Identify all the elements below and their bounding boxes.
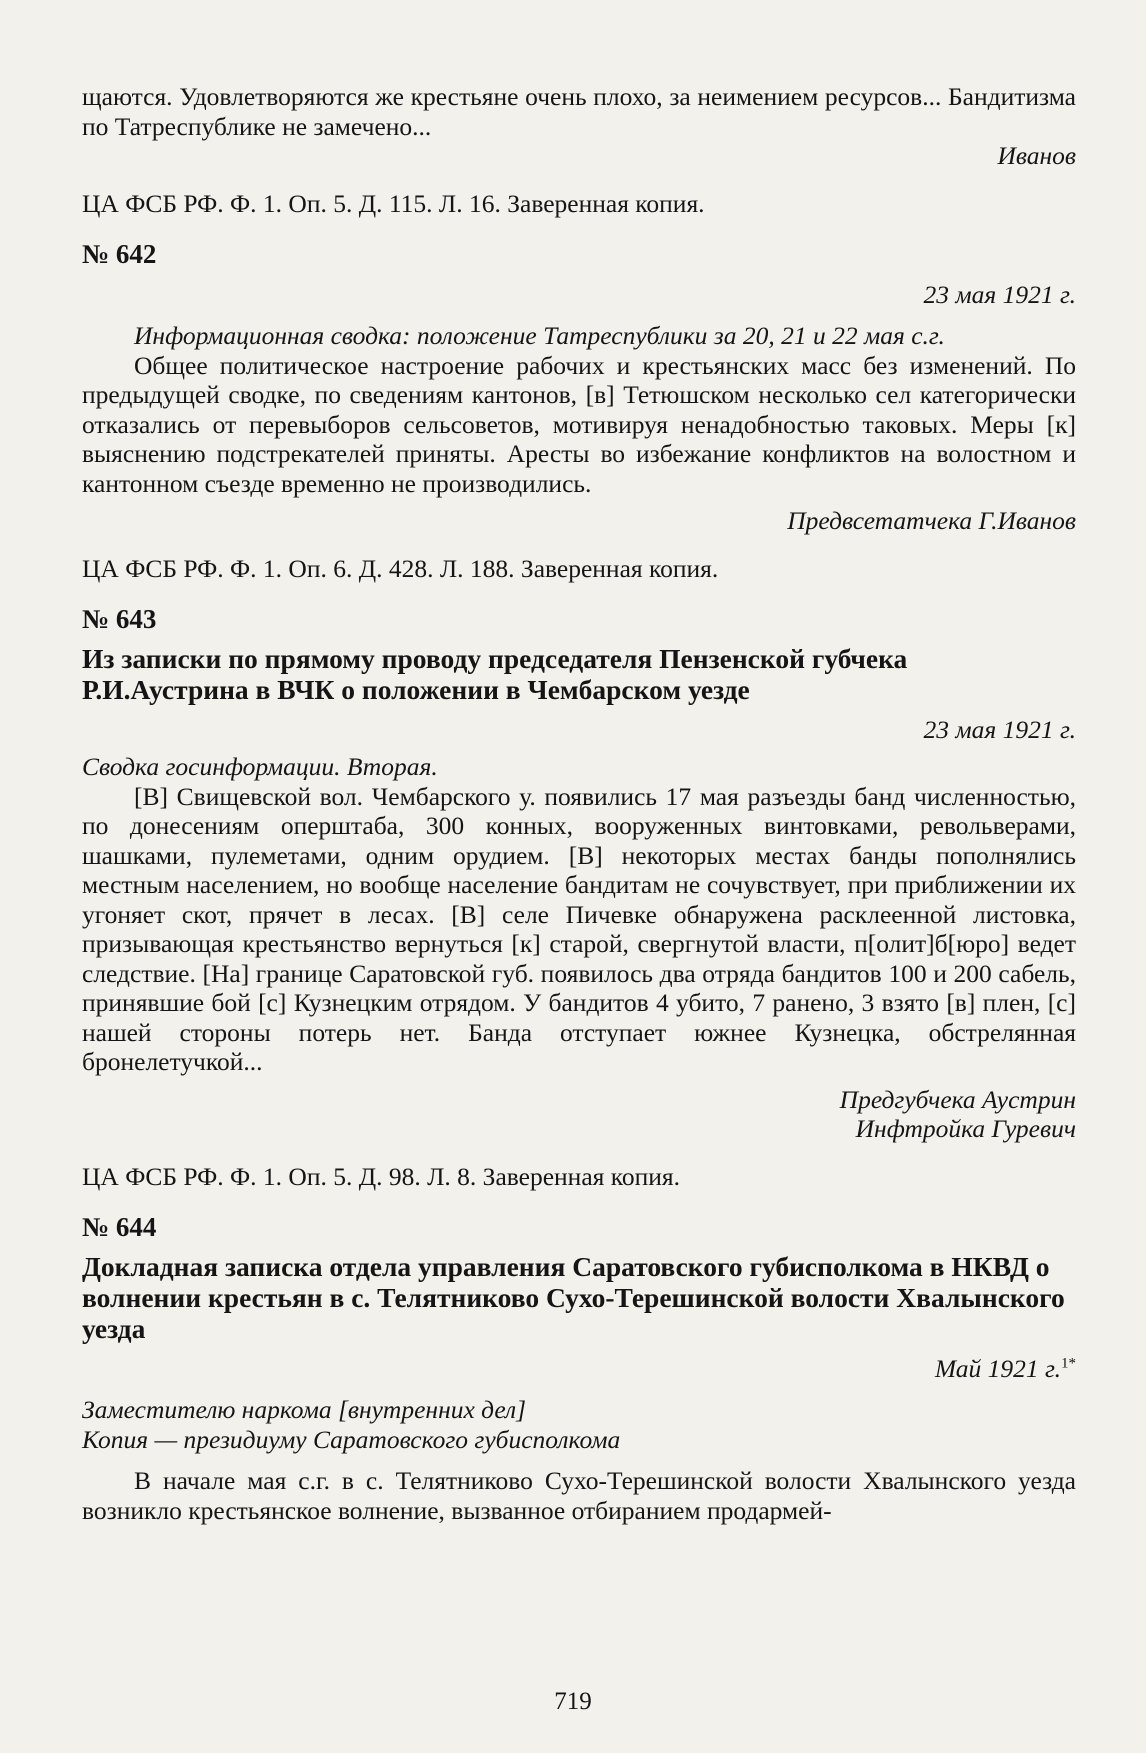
doc-644-number: № 644 — [82, 1212, 157, 1242]
doc-644-addressee-1: Заместителю наркома [внутренних дел] — [82, 1395, 527, 1424]
doc-642-source: ЦА ФСБ РФ. Ф. 1. Оп. 6. Д. 428. Л. 188. Заверенная копия. — [82, 553, 719, 583]
doc-643-signature-2: Инфтройка Гуревич — [855, 1114, 1076, 1143]
page-number: 719 — [554, 1688, 592, 1715]
doc-643-signature-1: Предгубчека Аустрин — [839, 1084, 1076, 1114]
doc-642-date: 23 мая 1921 г. — [923, 279, 1076, 309]
prev-doc-text: щаются. Удовлетворяются же крестьяне очень плохо, за неимением ресурсов... Бандитизма по Татреспублике не замечено... — [82, 82, 1076, 141]
doc-643-date: 23 мая 1921 г. — [923, 714, 1076, 744]
doc-642-signature: Предвсетатчека Г.Иванов — [787, 506, 1076, 535]
doc-643-body: [В] Свищевской вол. Чембарского у. появились 17 мая разъезды банд численностью, по донесениям оперштаба, 300 конных, вооруженных винтовками, револьверами, шашками, пулеметами, одним орудием. [В] некоторых местах банды пополнялись местным населением, но вообще население бандитам не сочувствует, при приближении их угоняет скот, прячет в лесах. [В] селе Пичевке обнаружена расклеенной листовка, призывающая крестьянство вернуться [к] старой, свергнутой власти, п[олит]б[юро] ведет следствие. [На] границе Саратовской губ. появилось два отряда бандитов 100 и 200 сабель, принявшие бой [с] Кузнецким отрядом. У бандитов 4 убито, 7 ранено, 3 взято [в] плен, [с] нашей стороны потерь нет. Банда отступает южнее Кузнецка, обстрелянная бронелетучкой... — [82, 781, 1076, 1076]
doc-644-date-line — [82, 1354, 1076, 1384]
prev-doc-source: ЦА ФСБ РФ. Ф. 1. Оп. 5. Д. 115. Л. 16. Заверенная копия. — [82, 188, 705, 218]
doc-642-body: Общее политическое настроение рабочих и крестьянских масс без изменений. По предыдущей сводке, по сведениям кантонов, [в] Тетюшском несколько сел категорически отказались от перевыборов сельсоветов, мотивируя ненадобностью таковых. Меры [к] выяснению подстрекателей приняты. Аресты во избежание конфликтов на волостном и кантонном съезде временно не производились. — [82, 350, 1076, 498]
doc-644-addressee-2: Копия — президиуму Саратовского губисполкома — [82, 1424, 621, 1454]
doc-644-title: Докладная записка отдела управления Саратовского губисполкома в НКВД о волнении крестьян в с. Телятниково Сухо-Терешинской волости Хвалынского уезда — [82, 1250, 1065, 1344]
doc-642-subtitle: Информационная сводка: положение Татреспублики за 20, 21 и 22 мая с.г. — [134, 321, 945, 350]
doc-643-source: ЦА ФСБ РФ. Ф. 1. Оп. 5. Д. 98. Л. 8. Заверенная копия. — [82, 1161, 680, 1191]
doc-642-number: № 642 — [82, 239, 157, 269]
doc-643-title: Из записки по прямому проводу председателя Пензенской губчека Р.И.Аустрина в ВЧК о положении в Чембарском уезде — [82, 642, 908, 705]
prev-doc-signature: Иванов — [997, 141, 1076, 170]
footnote-marker: 1* — [1061, 1355, 1076, 1371]
doc-644-body: В начале мая с.г. в с. Телятниково Сухо-Терешинской волости Хвалынского уезда возникло крестьянское волнение, вызванное отбиранием продармей- — [82, 1466, 1076, 1525]
doc-644-date: Май 1921 г. — [934, 1353, 1061, 1383]
doc-643-subtitle: Сводка госинформации. Вторая. — [82, 752, 438, 781]
doc-643-number: № 643 — [82, 604, 157, 634]
